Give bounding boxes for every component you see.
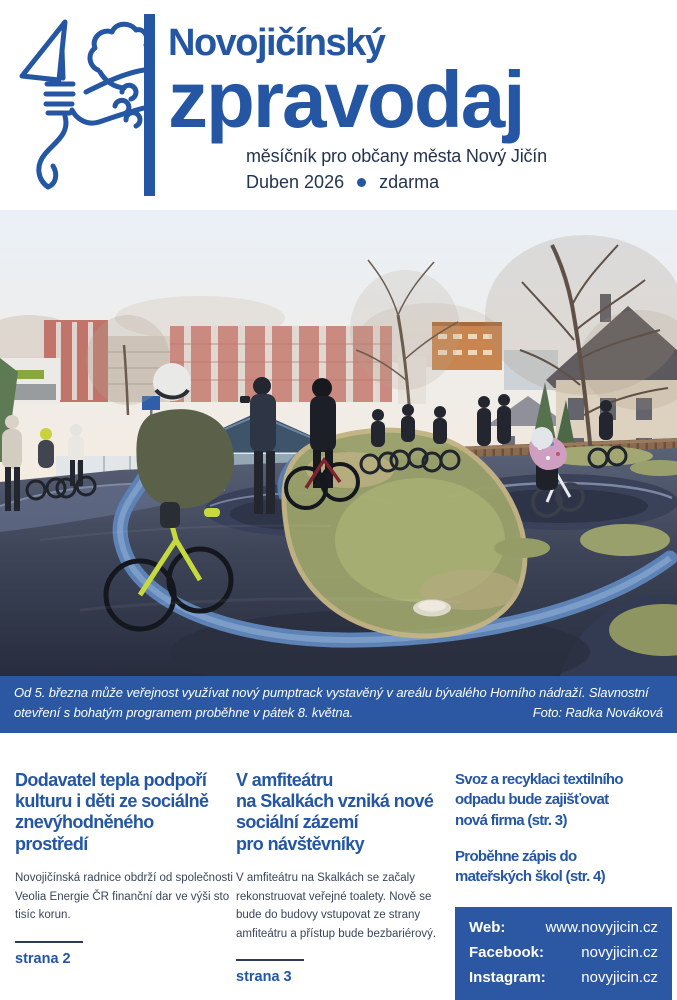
newsletter-subtitle: měsíčník pro občany města Nový Jičín (246, 146, 547, 167)
facebook-link[interactable]: novyjicin.cz (581, 944, 658, 961)
brief-headline-2: Proběhne zápis do mateřských škol (str. 4) (455, 847, 605, 885)
contact-label: Facebook: (469, 944, 545, 961)
issue-dateline (246, 172, 547, 193)
issue-price: zdarma (379, 172, 440, 193)
article-headline: V amfiteátru na Skalkách vzniká nové sociální zázemí pro návštěvníky (236, 770, 434, 854)
article-summary: V amfiteátru na Skalkách se začaly rekonstruovat veřejné toalety. Nově se bude do budovy vstupovat ze strany amfiteátru a přístup bude bezbariérový. (236, 871, 437, 940)
contact-row-instagram (469, 969, 658, 988)
newsletter-title-line1: Novojičínský (168, 22, 385, 64)
article-headline: Dodavatel tepla podpoří kulturu i děti ze sociálně znevýhodněného prostředí (15, 770, 209, 854)
masthead (0, 0, 677, 210)
newsletter-title-line2: zpravodaj (168, 54, 524, 144)
divider (15, 941, 83, 943)
pumptrack-photo-illustration (0, 210, 677, 676)
town-mascot-logo-icon (14, 14, 164, 196)
divider (236, 959, 304, 961)
contact-box (455, 907, 672, 999)
contact-row-web (469, 919, 658, 938)
briefs-column (455, 770, 662, 1000)
contact-row-facebook (469, 944, 658, 963)
masthead-title-block (168, 24, 547, 193)
brief-headline-1: Svoz a recyklaci textilního odpadu bude zajišťovat nová firma (str. 3) (455, 771, 623, 829)
photo-caption-bar (0, 676, 677, 733)
cover-photo (0, 210, 677, 733)
contact-label: Instagram: (469, 968, 546, 986)
website-link[interactable]: www.novyjicin.cz (545, 919, 658, 937)
instagram-link[interactable]: novyjicin.cz (581, 968, 658, 986)
front-page-teasers (0, 733, 677, 1000)
page-reference: strana 2 (15, 950, 71, 967)
issue-month: Duben 2026 (246, 172, 345, 193)
photo-caption-text: Od 5. března může veřejnost využívat nový pumptrack vystavěný v areálu bývalého Horního nádraží. Slavnostní otevření s bohatým programem proběhne v pátek 8. května. (14, 685, 649, 721)
page-reference: strana 3 (236, 969, 292, 986)
article-summary: Novojičínská radnice obdrží od společnosti Veolia Energie ČR finanční dar ve výši sto tisíc korun. (15, 871, 233, 922)
photo-credit: Foto: Radka Nováková (532, 704, 663, 720)
bullet-separator-icon (357, 178, 366, 187)
article-teaser-1 (15, 770, 233, 1000)
contact-label: Web: (469, 919, 506, 937)
article-teaser-2 (236, 770, 441, 1000)
